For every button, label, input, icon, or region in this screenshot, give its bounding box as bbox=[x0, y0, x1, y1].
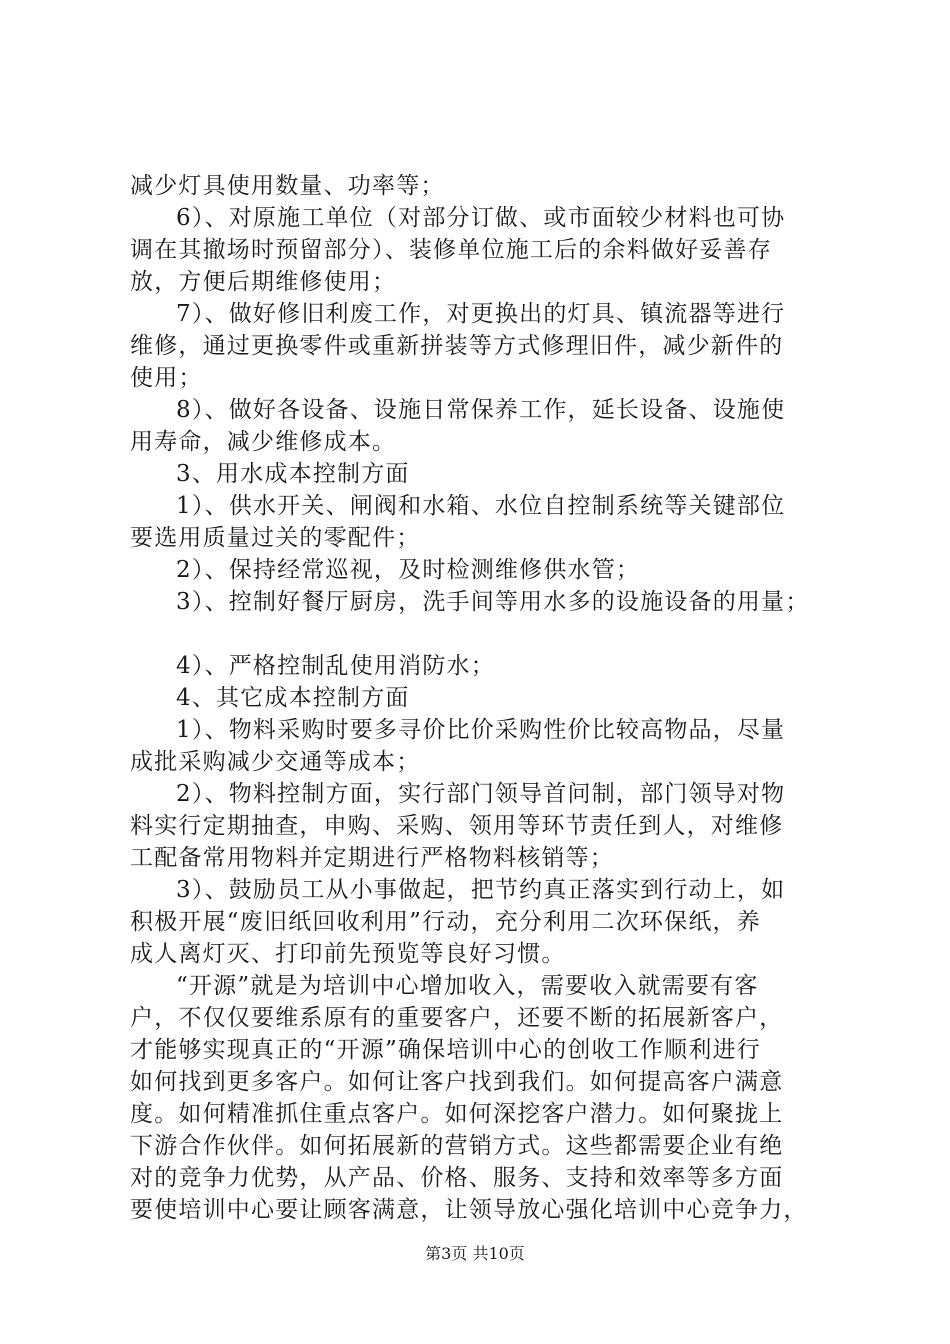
text-line: 6）、对原施工单位（对部分订做、或市面较少材料也可协 bbox=[176, 205, 786, 231]
text-line: 工配备常用物料并定期进行严格物料核销等； bbox=[130, 845, 614, 871]
text-line: 要选用质量过关的零配件； bbox=[130, 525, 421, 551]
text-line: 3）、鼓励员工从小事做起，把节约真正落实到行动上，如 bbox=[176, 877, 786, 903]
document-body bbox=[130, 170, 840, 1226]
text-line: 下游合作伙伴。如何拓展新的营销方式。这些都需要企业有绝 bbox=[130, 1133, 784, 1159]
text-line: 料实行定期抽查，申购、采购、领用等环节责任到人，对维修 bbox=[130, 813, 784, 839]
text-line: 用寿命，减少维修成本。 bbox=[130, 429, 397, 455]
text-line: 2）、物料控制方面，实行部门领导首问制，部门领导对物 bbox=[176, 781, 786, 807]
text-line: 4、其它成本控制方面 bbox=[176, 685, 410, 711]
text-line: 如何找到更多客户。如何让客户找到我们。如何提高客户满意 bbox=[130, 1069, 784, 1095]
text-line: 4）、严格控制乱使用消防水； bbox=[176, 653, 495, 679]
text-line: 使用； bbox=[130, 365, 203, 391]
text-line: 1）、供水开关、闸阀和水箱、水位自控制系统等关键部位 bbox=[176, 493, 786, 519]
blank-line bbox=[130, 618, 840, 650]
text-line: 调在其撤场时预留部分）、装修单位施工后的余料做好妥善存 bbox=[130, 237, 772, 263]
text-line: 3、用水成本控制方面 bbox=[176, 461, 410, 487]
text-line: 维修，通过更换零件或重新拼装等方式修理旧件，减少新件的 bbox=[130, 333, 784, 359]
text-line: 才能够实现真正的“开源”确保培训中心的创收工作顺利进行 bbox=[130, 1037, 761, 1063]
text-line: “开源”就是为培训中心增加收入，需要收入就需要有客 bbox=[176, 973, 759, 999]
text-line: 成人离灯灭、打印前先预览等良好习惯。 bbox=[130, 941, 566, 967]
text-line: 要使培训中心要让顾客满意，让领导放心强化培训中心竞争力， bbox=[130, 1197, 808, 1223]
text-line: 户，不仅仅要维系原有的重要客户，还要不断的拓展新客户， bbox=[130, 1005, 784, 1031]
text-line: 7）、做好修旧利废工作，对更换出的灯具、镇流器等进行 bbox=[176, 301, 786, 327]
text-line: 对的竞争力优势，从产品、价格、服务、支持和效率等多方面 bbox=[130, 1165, 784, 1191]
text-line: 成批采购减少交通等成本； bbox=[130, 749, 421, 775]
text-line: 8）、做好各设备、设施日常保养工作，延长设备、设施使 bbox=[176, 397, 786, 423]
text-line: 积极开展“废旧纸回收利用”行动，充分利用二次环保纸，养 bbox=[130, 909, 761, 935]
text-line: 放，方便后期维修使用； bbox=[130, 269, 397, 295]
text-line: 度。如何精准抓住重点客户。如何深挖客户潜力。如何聚拢上 bbox=[130, 1101, 784, 1127]
page-footer: 第3页 共10页 bbox=[425, 1244, 525, 1263]
text-line: 减少灯具使用数量、功率等； bbox=[130, 173, 445, 199]
text-line: 3）、控制好餐厅厨房，洗手间等用水多的设施设备的用量； bbox=[176, 589, 810, 615]
text-line: 2）、保持经常巡视，及时检测维修供水管； bbox=[176, 557, 641, 583]
text-line: 1）、物料采购时要多寻价比价采购性价比较高物品，尽量 bbox=[176, 717, 786, 743]
